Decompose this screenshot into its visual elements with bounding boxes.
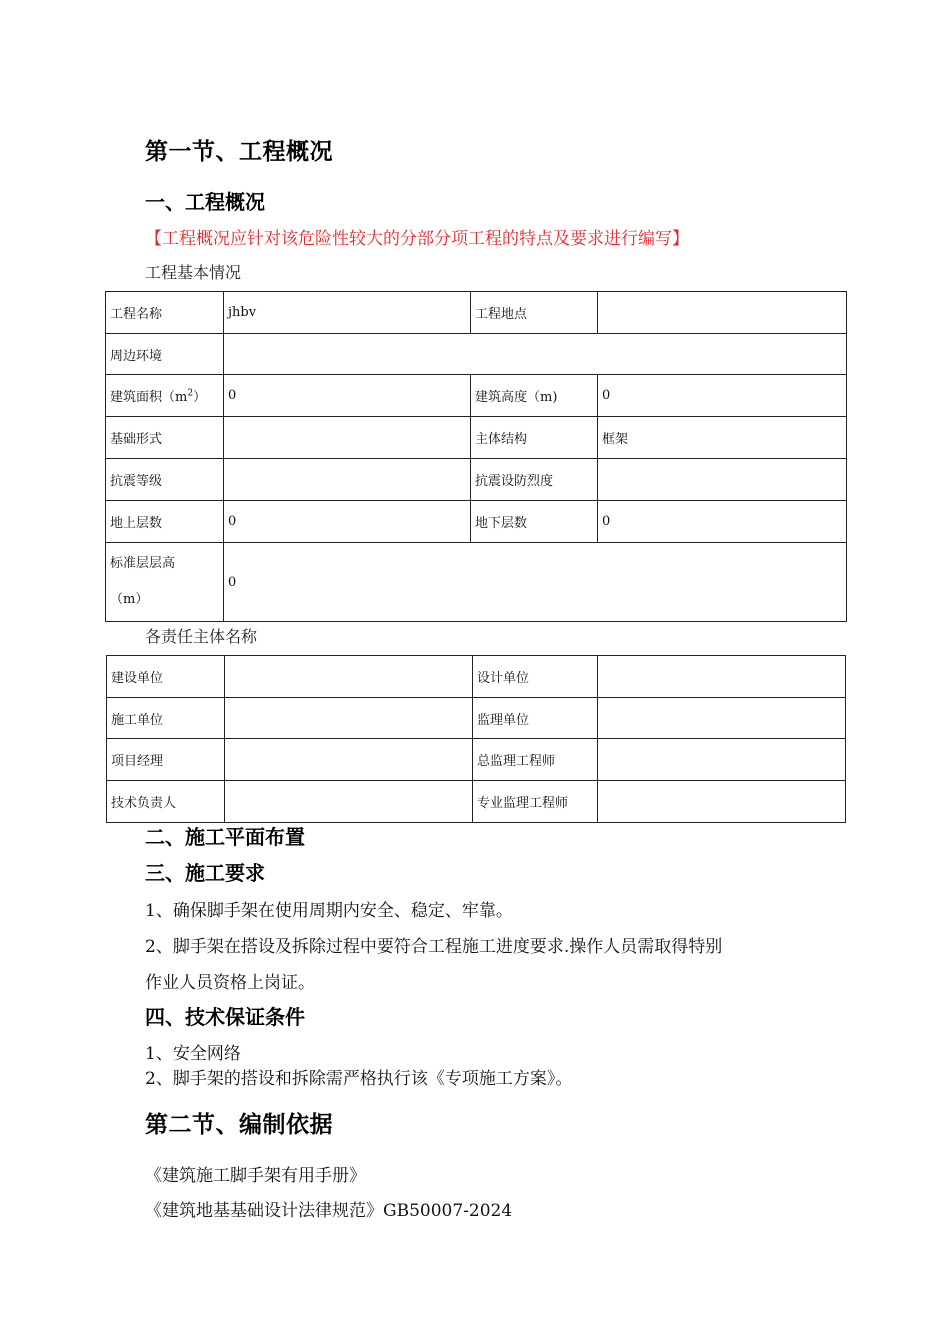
basic-info-caption: 工程基本情况: [145, 263, 242, 282]
parties-table: [106, 655, 846, 823]
project-name-value: jhbv: [224, 292, 471, 334]
requirements-heading: 三、施工要求: [145, 861, 265, 885]
table-row: [106, 501, 847, 543]
table-row: [106, 543, 847, 622]
structure-value: 框架: [598, 417, 847, 459]
table-row: [106, 417, 847, 459]
designer-label: 设计单位: [473, 656, 598, 698]
chief-supervisor-label: 总监理工程师: [473, 739, 598, 781]
layout-heading: 二、施工平面布置: [145, 825, 305, 849]
tech-lead-label: 技术负责人: [107, 781, 225, 823]
std-floor-height-label-line1: 标准层层高: [110, 556, 176, 571]
seismic-intensity-label: 抗震设防烈度: [471, 459, 598, 501]
seismic-intensity-value: [598, 459, 847, 501]
height-label: 建筑高度（m): [471, 375, 598, 417]
guarantee-heading: 四、技术保证条件: [145, 1005, 305, 1029]
pm-label: 项目经理: [107, 739, 225, 781]
supervisor-value: [598, 698, 846, 739]
requirement-item-2-line1: 2、脚手架在搭设及拆除过程中要符合工程施工进度要求.操作人员需取得特别: [145, 937, 723, 957]
requirement-item-1: 1、确保脚手架在使用周期内安全、稳定、牢靠。: [145, 901, 513, 921]
overview-note: 【工程概况应针对该危险性较大的分部分项工程的特点及要求进行编写】: [145, 229, 689, 249]
table-row: [106, 459, 847, 501]
builder-value: [225, 656, 473, 698]
below-floors-label: 地下层数: [471, 501, 598, 543]
constructor-label: 施工单位: [107, 698, 225, 739]
height-value: 0: [598, 375, 847, 417]
designer-value: [598, 656, 846, 698]
seismic-grade-label: 抗震等级: [106, 459, 224, 501]
table-row: [107, 698, 846, 739]
chief-supervisor-value: [598, 739, 846, 781]
std-floor-height-label: [106, 543, 224, 622]
area-label-text: 建筑面积（m: [110, 390, 188, 405]
area-label: [106, 375, 224, 417]
surroundings-label: 周边环境: [106, 334, 224, 375]
above-floors-value: 0: [224, 501, 471, 543]
table-row: [107, 739, 846, 781]
above-floors-label: 地上层数: [106, 501, 224, 543]
area-label-close: ）: [193, 390, 207, 405]
location-label: 工程地点: [471, 292, 598, 334]
project-name-label: 工程名称: [106, 292, 224, 334]
table-row: [107, 656, 846, 698]
seismic-grade-value: [224, 459, 471, 501]
foundation-value: [224, 417, 471, 459]
std-floor-height-value: 0: [224, 543, 847, 622]
basic-info-table: [105, 291, 847, 622]
section1-title: 第一节、工程概况: [145, 139, 333, 165]
location-value: [598, 292, 847, 334]
pm-value: [225, 739, 473, 781]
table-row: [106, 292, 847, 334]
builder-label: 建设单位: [107, 656, 225, 698]
guarantee-item-2: 2、脚手架的搭设和拆除需严格执行该《专项施工方案》。: [145, 1069, 573, 1089]
specialist-supervisor-label: 专业监理工程师: [473, 781, 598, 823]
area-value: 0: [224, 375, 471, 417]
guarantee-item-1: 1、安全网络: [145, 1044, 241, 1064]
structure-label: 主体结构: [471, 417, 598, 459]
surroundings-value: [224, 334, 847, 375]
foundation-label: 基础形式: [106, 417, 224, 459]
table-row: [106, 375, 847, 417]
reference-item-1: 《建筑施工脚手架有用手册》: [145, 1166, 366, 1186]
area-label-sup: 2: [187, 388, 194, 399]
std-floor-height-label-line2: （m）: [110, 592, 149, 607]
specialist-supervisor-value: [598, 781, 846, 823]
supervisor-label: 监理单位: [473, 698, 598, 739]
requirement-item-2-line2: 作业人员资格上岗证。: [145, 973, 315, 993]
table-row: [107, 781, 846, 823]
below-floors-value: 0: [598, 501, 847, 543]
parties-caption: 各责任主体名称: [145, 627, 258, 646]
reference-item-2: 《建筑地基基础设计法律规范》GB50007-2024: [145, 1201, 513, 1221]
overview-heading: 一、工程概况: [145, 190, 265, 214]
section2-title: 第二节、编制依据: [145, 1112, 333, 1138]
tech-lead-value: [225, 781, 473, 823]
constructor-value: [225, 698, 473, 739]
table-row: [106, 334, 847, 375]
